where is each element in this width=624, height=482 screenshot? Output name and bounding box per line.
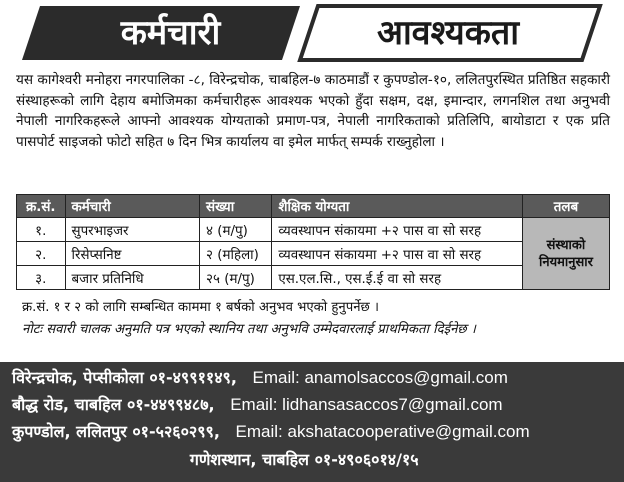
contact-address: विरेन्द्रचोक, पेप्सीकोला ०१-४९९११४९, bbox=[12, 368, 237, 387]
row-role: सुपरभाइजर bbox=[65, 218, 200, 242]
priority-note: नोटः सवारी चालक अनुमति पत्र भएको स्थानिय तथा अनुभवि उम्मेदवारलाई प्राथमिकता दिईनेछ । bbox=[22, 322, 476, 337]
row-count: ४ (म/पु) bbox=[200, 218, 272, 242]
table-header-row bbox=[17, 195, 610, 218]
contact-email[interactable]: Email: anamolsaccos@gmail.com bbox=[252, 368, 508, 387]
table-row bbox=[17, 242, 610, 266]
salary-cell: संस्थाको नियमानुसार bbox=[522, 218, 609, 290]
contact-row bbox=[12, 419, 612, 445]
header-salary: तलब bbox=[522, 195, 609, 218]
row-sn: १. bbox=[17, 218, 66, 242]
contact-email[interactable]: Email: lidhansasaccos7@gmail.com bbox=[230, 395, 503, 414]
row-sn: २. bbox=[17, 242, 66, 266]
intro-paragraph: यस कागेश्वरी मनोहरा नगरपालिका -८, विरेन्द्रचोक, चाबहिल-७ काठमाडौं र कुपण्डोल-१०, ललितपुरस्थित प्रतिष्ठित सहकारी संस्थाहरूको लागि देहाय बमोजिमका कर्मचारीहरू आवश्यक भएको हुँदा सक्षम, दक्ष, इमान्दार, लगनशिल तथा अनुभवी नेपाली नागरिकहरूले आफ्नो आवश्यक योग्यताको प्रमाण-पत्र, नेपाली नागरिकताको प्रतिलिपि, बायोडाटा र एक प्रति पासपोर्ट साइजको फोटो सहित ७ दिन भित्र कार्यालय वा इमेल मार्फत् सम्पर्क राख्नुहोला । bbox=[16, 72, 610, 150]
contact-email[interactable]: Email: akshatacooperative@gmail.com bbox=[235, 422, 530, 441]
experience-note: क्र.सं. १ र २ को लागि सम्बन्धित काममा १ बर्षको अनुभव भएको हुनुपर्नेछ । bbox=[22, 300, 379, 315]
row-sn: ३. bbox=[17, 266, 66, 290]
row-qualification: व्यवस्थापन संकायमा +२ पास वा सो सरह bbox=[272, 242, 523, 266]
header-title-right: आवश्यकता bbox=[376, 13, 520, 53]
header-title-left: कर्मचारी bbox=[120, 13, 221, 53]
row-role: बजार प्रतिनिधि bbox=[65, 266, 200, 290]
contact-row bbox=[0, 447, 624, 473]
contact-address: बौद्ध रोड, चाबहिल ०१-४४९९४८७, bbox=[12, 395, 215, 414]
row-qualification: व्यवस्थापन संकायमा +२ पास वा सो सरह bbox=[272, 218, 523, 242]
table-row bbox=[17, 218, 610, 242]
row-qualification: एस.एल.सि., एस.ई.ई वा सो सरह bbox=[272, 266, 523, 290]
header-count: संख्या bbox=[200, 195, 272, 218]
row-count: २ (महिला) bbox=[200, 242, 272, 266]
contact-address: गणेशस्थान, चाबहिल ०१-४९०६०१४/१५ bbox=[189, 450, 419, 469]
header-banner bbox=[0, 0, 624, 66]
row-role: रिसेप्सनिष्ट bbox=[65, 242, 200, 266]
contact-footer bbox=[0, 362, 624, 482]
contact-address: कुपण्डोल, ललितपुर ०१-५२६०२९९, bbox=[12, 422, 220, 441]
header-sn: क्र.सं. bbox=[17, 195, 66, 218]
vacancy-table bbox=[16, 194, 610, 290]
contact-row bbox=[12, 365, 612, 391]
table-row bbox=[17, 266, 610, 290]
header-qualification: शैक्षिक योग्यता bbox=[272, 195, 523, 218]
contact-row bbox=[12, 392, 612, 418]
header-role: कर्मचारी bbox=[65, 195, 200, 218]
row-count: २५ (म/पु) bbox=[200, 266, 272, 290]
